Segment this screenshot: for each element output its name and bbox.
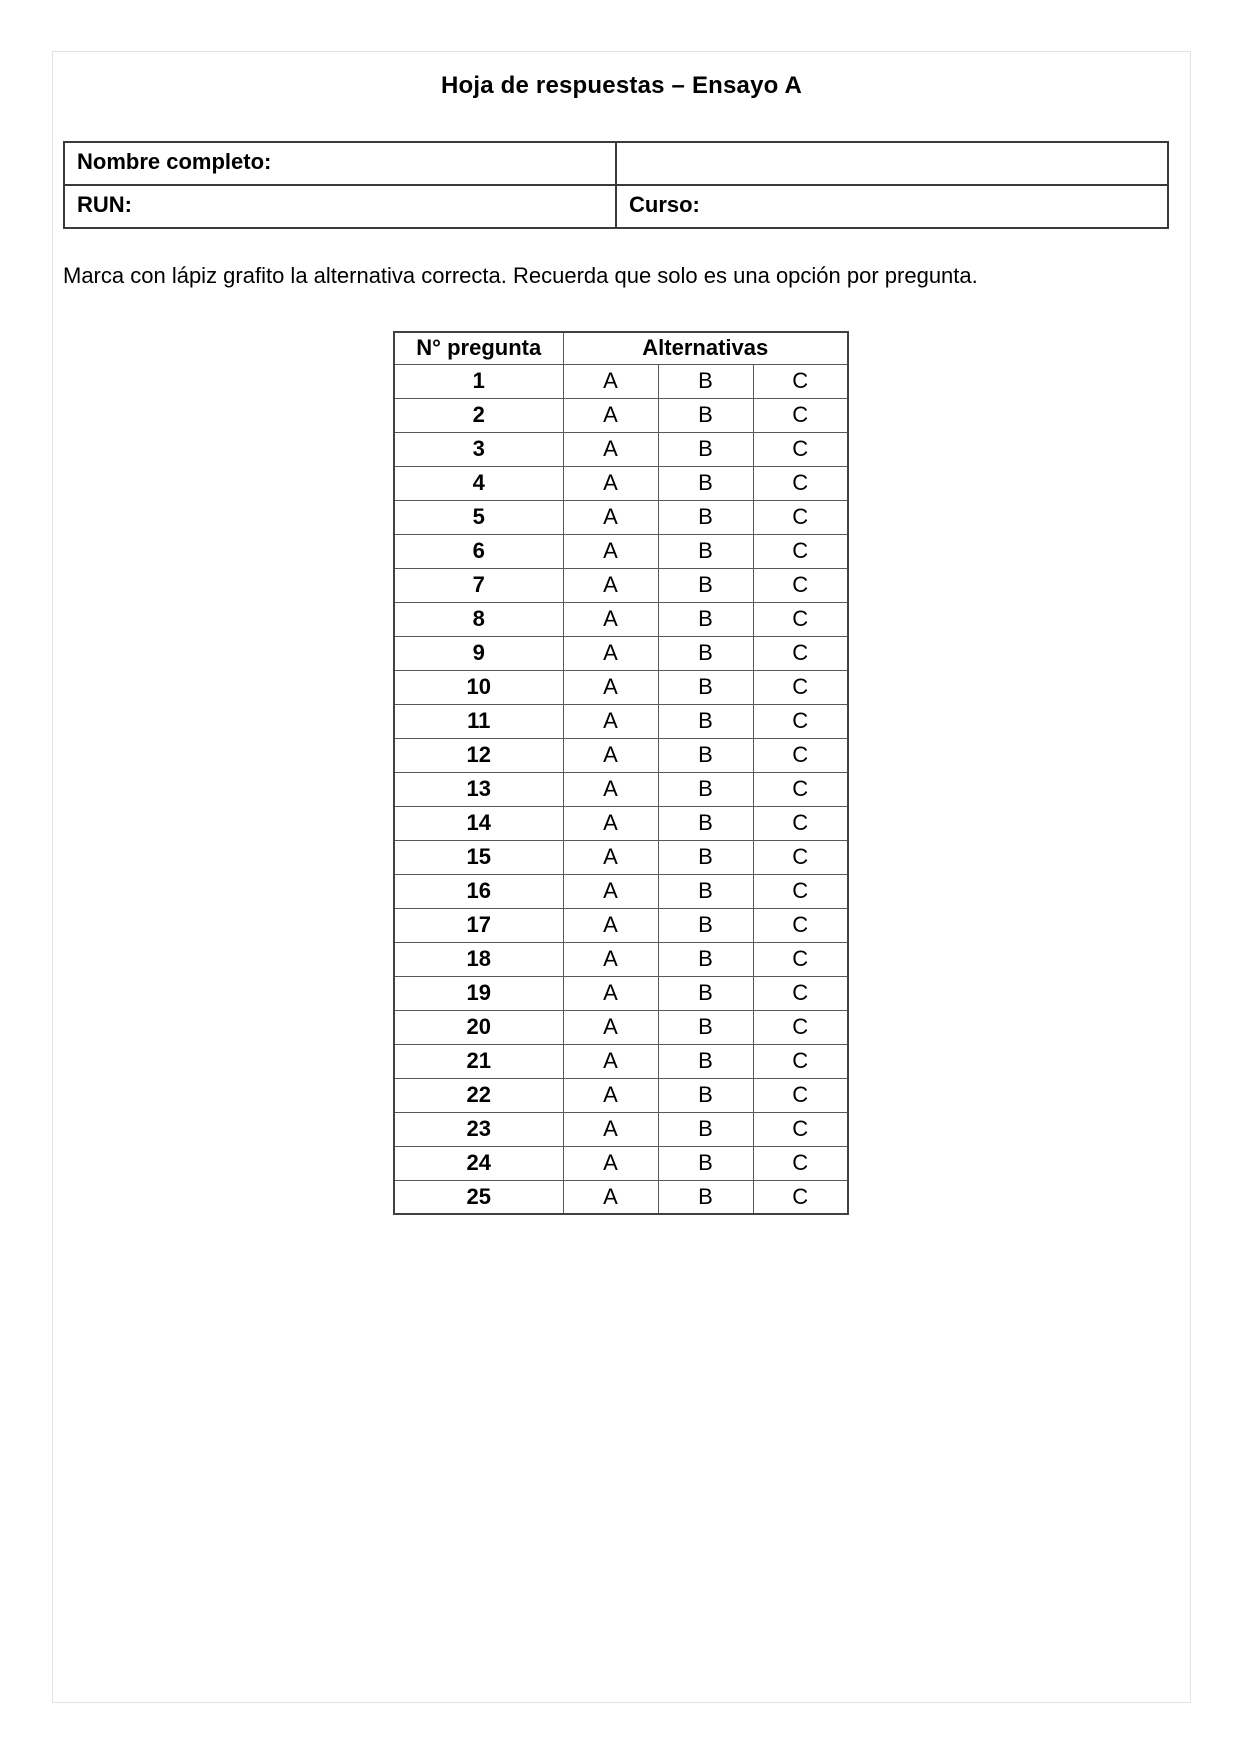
answer-row [394,1010,848,1044]
option-cell-c: C [753,568,848,602]
question-number: 15 [394,840,563,874]
alternatives-column-header: Alternativas [563,332,848,364]
option-cell-a: A [563,1146,658,1180]
option-cell-b: B [658,942,753,976]
option-cell-a: A [563,568,658,602]
question-number: 24 [394,1146,563,1180]
option-cell-b: B [658,670,753,704]
question-number: 23 [394,1112,563,1146]
question-number: 5 [394,500,563,534]
answer-row [394,874,848,908]
option-cell-a: A [563,466,658,500]
option-cell-c: C [753,840,848,874]
option-cell-b: B [658,874,753,908]
question-number: 10 [394,670,563,704]
option-cell-c: C [753,942,848,976]
answer-row [394,976,848,1010]
option-cell-c: C [753,908,848,942]
option-cell-a: A [563,1044,658,1078]
answer-table-header-row [394,332,848,364]
option-cell-a: A [563,840,658,874]
option-cell-c: C [753,602,848,636]
answer-row [394,806,848,840]
option-cell-a: A [563,364,658,398]
option-cell-a: A [563,942,658,976]
answer-row [394,636,848,670]
student-info-table [63,141,1169,229]
instruction-text: Marca con lápiz grafito la alternativa correcta. Recuerda que solo es una opción por pregunta. [63,263,978,288]
name-value-cell [616,142,1168,185]
question-number: 9 [394,636,563,670]
option-cell-b: B [658,568,753,602]
option-cell-c: C [753,500,848,534]
option-cell-b: B [658,534,753,568]
option-cell-b: B [658,738,753,772]
question-number: 25 [394,1180,563,1214]
option-cell-a: A [563,1112,658,1146]
option-cell-c: C [753,1180,848,1214]
option-cell-a: A [563,636,658,670]
answer-row [394,1146,848,1180]
option-cell-a: A [563,500,658,534]
question-number: 11 [394,704,563,738]
answer-row [394,840,848,874]
answer-row [394,432,848,466]
question-number: 21 [394,1044,563,1078]
answer-row [394,908,848,942]
option-cell-b: B [658,1180,753,1214]
option-cell-c: C [753,1146,848,1180]
answer-row [394,1180,848,1214]
option-cell-a: A [563,534,658,568]
answer-row [394,1112,848,1146]
option-cell-b: B [658,432,753,466]
option-cell-b: B [658,704,753,738]
option-cell-a: A [563,976,658,1010]
answer-row [394,772,848,806]
question-number: 20 [394,1010,563,1044]
option-cell-b: B [658,1078,753,1112]
option-cell-a: A [563,772,658,806]
option-cell-c: C [753,976,848,1010]
question-number: 8 [394,602,563,636]
question-number: 22 [394,1078,563,1112]
question-number: 17 [394,908,563,942]
question-column-header: N° pregunta [394,332,563,364]
question-number: 7 [394,568,563,602]
option-cell-a: A [563,738,658,772]
option-cell-a: A [563,806,658,840]
option-cell-b: B [658,636,753,670]
info-row-run-curso [64,185,1168,228]
question-number: 4 [394,466,563,500]
answer-row [394,942,848,976]
option-cell-c: C [753,466,848,500]
answer-row [394,398,848,432]
option-cell-b: B [658,772,753,806]
option-cell-b: B [658,1112,753,1146]
option-cell-c: C [753,738,848,772]
option-cell-c: C [753,398,848,432]
answer-row [394,466,848,500]
option-cell-c: C [753,1010,848,1044]
option-cell-b: B [658,398,753,432]
answer-row [394,534,848,568]
info-row-name [64,142,1168,185]
option-cell-c: C [753,1044,848,1078]
option-cell-c: C [753,432,848,466]
question-number: 12 [394,738,563,772]
question-number: 2 [394,398,563,432]
question-number: 1 [394,364,563,398]
page-title: Hoja de respuestas – Ensayo A [440,72,803,99]
answer-row [394,602,848,636]
answer-row [394,364,848,398]
option-cell-c: C [753,1112,848,1146]
answer-row [394,670,848,704]
answer-row [394,568,848,602]
option-cell-b: B [658,500,753,534]
option-cell-b: B [658,806,753,840]
question-number: 16 [394,874,563,908]
option-cell-c: C [753,704,848,738]
option-cell-a: A [563,874,658,908]
answer-row [394,738,848,772]
option-cell-a: A [563,432,658,466]
question-number: 19 [394,976,563,1010]
option-cell-c: C [753,364,848,398]
run-label: RUN: [64,185,616,228]
option-cell-c: C [753,806,848,840]
option-cell-c: C [753,636,848,670]
option-cell-c: C [753,772,848,806]
option-cell-a: A [563,908,658,942]
option-cell-b: B [658,602,753,636]
option-cell-b: B [658,466,753,500]
answer-row [394,704,848,738]
answer-row [394,500,848,534]
answer-sheet-table [393,331,849,1215]
question-number: 18 [394,942,563,976]
curso-label: Curso: [616,185,1168,228]
option-cell-b: B [658,976,753,1010]
option-cell-b: B [658,364,753,398]
question-number: 6 [394,534,563,568]
option-cell-a: A [563,398,658,432]
option-cell-b: B [658,1044,753,1078]
name-label: Nombre completo: [64,142,616,185]
option-cell-a: A [563,602,658,636]
answer-row [394,1078,848,1112]
option-cell-b: B [658,1010,753,1044]
option-cell-a: A [563,704,658,738]
option-cell-c: C [753,670,848,704]
option-cell-c: C [753,534,848,568]
option-cell-a: A [563,1180,658,1214]
option-cell-b: B [658,908,753,942]
option-cell-a: A [563,1010,658,1044]
option-cell-c: C [753,874,848,908]
option-cell-a: A [563,670,658,704]
answer-rows [394,364,848,1214]
option-cell-b: B [658,1146,753,1180]
option-cell-b: B [658,840,753,874]
option-cell-a: A [563,1078,658,1112]
answer-row [394,1044,848,1078]
question-number: 14 [394,806,563,840]
option-cell-c: C [753,1078,848,1112]
question-number: 13 [394,772,563,806]
question-number: 3 [394,432,563,466]
